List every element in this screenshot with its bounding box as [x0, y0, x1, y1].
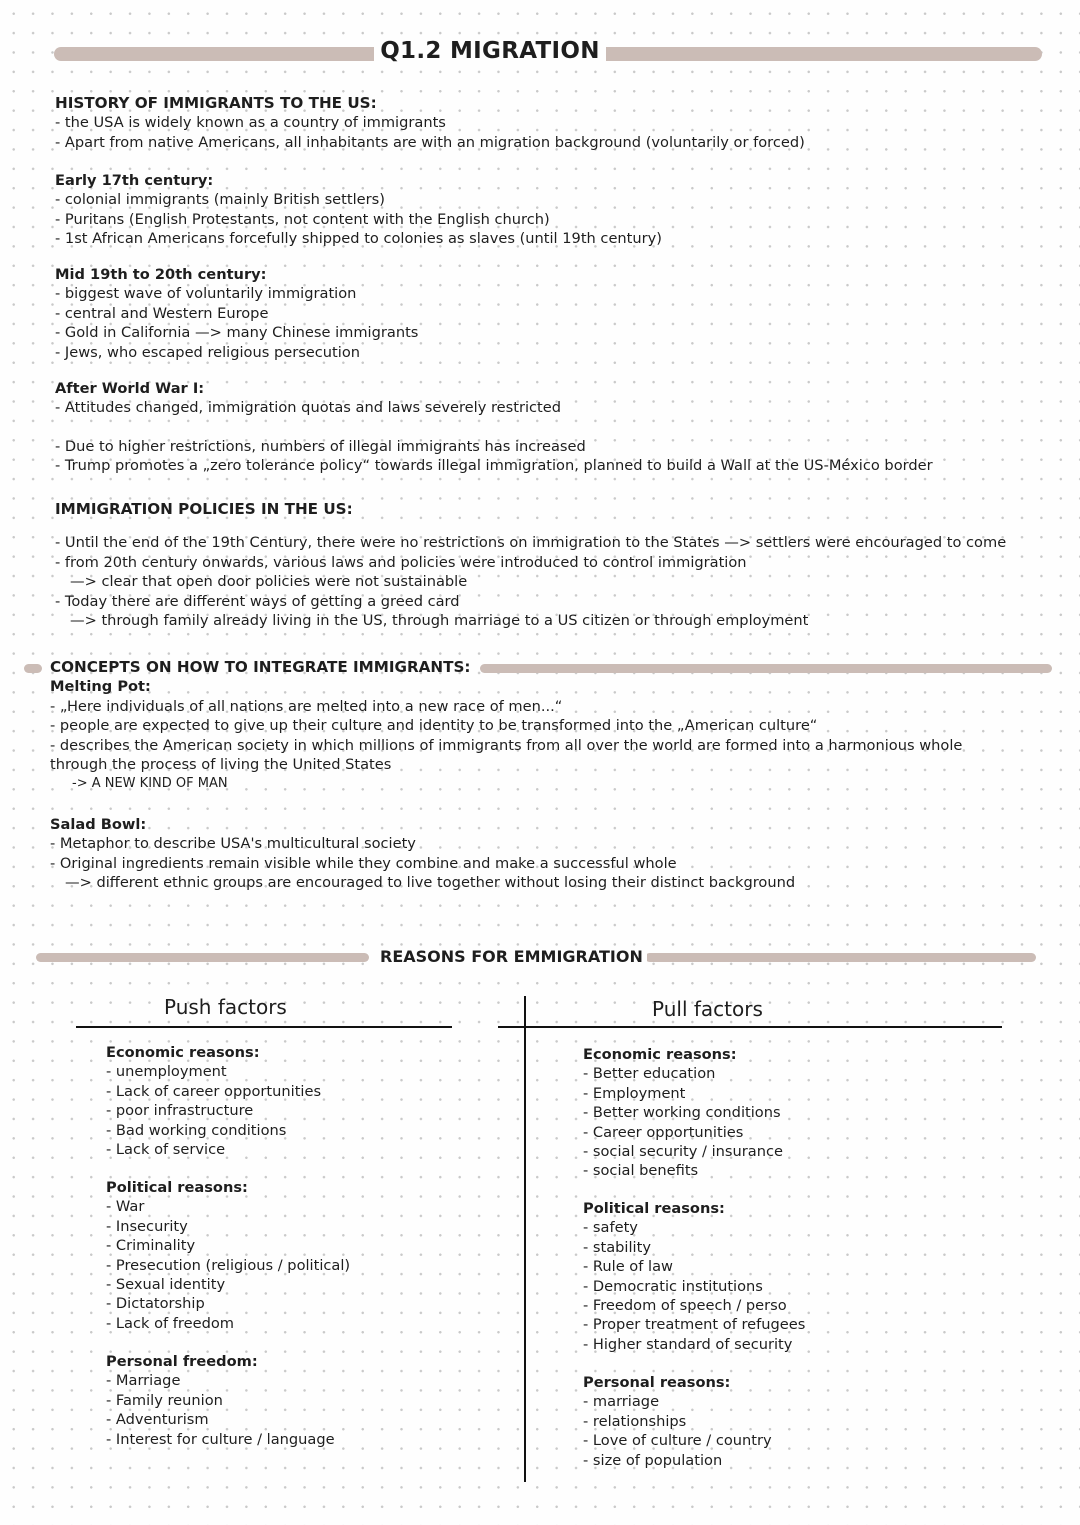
list-item: —> through family already living in the US, through marriage to a US citizen or through employment	[70, 612, 809, 630]
list-item: - central and Western Europe	[55, 304, 269, 322]
pull-political	[583, 1199, 805, 1354]
list-item: - Insecurity	[106, 1217, 188, 1235]
list-item: - Metaphor to describe USA's multicultural society	[50, 835, 416, 853]
list-item: - colonial immigrants (mainly British settlers)	[55, 191, 385, 209]
policies-section	[55, 500, 1006, 630]
reasons-heading: REASONS FOR EMMIGRATION	[376, 947, 647, 966]
concepts-bar-left	[24, 664, 42, 673]
list-item: - Love of culture / country	[583, 1432, 772, 1450]
list-item: - size of population	[583, 1451, 723, 1469]
period-label: After World War I:	[55, 380, 205, 397]
pull-factors-title: Pull factors	[652, 997, 763, 1021]
list-item: - Better working conditions	[583, 1104, 781, 1122]
list-item: - Dictatorship	[106, 1295, 205, 1313]
history-intro-1: - the USA is widely known as a country of immigrants	[55, 114, 446, 132]
list-item: - Attitudes changed, immigration quotas and laws severely restricted	[55, 399, 562, 417]
list-item: - Adventurism	[106, 1411, 209, 1429]
period-after-ww1	[55, 379, 561, 418]
group-label: Personal reasons:	[583, 1374, 731, 1391]
pull-underline	[498, 1026, 1002, 1028]
list-item: - Marriage	[106, 1372, 181, 1390]
list-item: - 1st African Americans forcefully shipped to colonies as slaves (until 19th century)	[55, 230, 662, 248]
history-recent	[55, 437, 933, 476]
list-item: —> clear that open door policies were not sustainable	[70, 573, 468, 591]
list-item: - Today there are different ways of getting a greed card	[55, 592, 460, 610]
group-label: Political reasons:	[106, 1179, 248, 1196]
concepts-section	[50, 658, 962, 794]
list-item: - poor infrastructure	[106, 1102, 254, 1120]
history-intro-2: - Apart from native Americans, all inhabitants are with an migration background (voluntarily or forced)	[55, 133, 805, 151]
group-label: Political reasons:	[583, 1200, 725, 1217]
reasons-bar-right	[645, 953, 1036, 962]
list-item: - Rule of law	[583, 1258, 673, 1276]
list-item: - relationships	[583, 1412, 687, 1430]
list-item: - Presecution (religious / political)	[106, 1256, 351, 1274]
list-item: - safety	[583, 1219, 638, 1237]
list-item: - Higher standard of security	[583, 1335, 793, 1353]
pull-personal	[583, 1373, 772, 1470]
history-heading: HISTORY OF IMMIGRANTS TO THE US:	[55, 94, 377, 112]
melting-pot-label: Melting Pot:	[50, 678, 151, 696]
list-item: - Proper treatment of refugees	[583, 1316, 806, 1334]
list-item: - Original ingredients remain visible while they combine and make a successful whole	[50, 854, 677, 872]
list-item: - Democratic institutions	[583, 1277, 763, 1295]
list-item: - unemployment	[106, 1063, 227, 1081]
list-item: - Better education	[583, 1065, 716, 1083]
list-item: - social security / insurance	[583, 1143, 783, 1161]
push-personal	[106, 1352, 335, 1449]
list-item: —> different ethnic groups are encouraged to live together without losing their distinct background	[65, 874, 796, 892]
list-item: - Interest for culture / language	[106, 1430, 335, 1448]
list-item: - „Here individuals of all nations are melted into a new race of men...“	[50, 697, 563, 715]
period-mid-19th	[55, 265, 418, 362]
list-item: - Employment	[583, 1084, 686, 1102]
list-item: - Lack of career opportunities	[106, 1082, 322, 1100]
list-item: - stability	[583, 1238, 651, 1256]
group-label: Personal freedom:	[106, 1353, 258, 1370]
list-item: - Sexual identity	[106, 1276, 226, 1294]
page-title: Q1.2 MIGRATION	[360, 38, 620, 72]
pull-economic	[583, 1045, 783, 1181]
list-item: - Due to higher restrictions, numbers of illegal immigrants has increased	[55, 438, 586, 455]
policies-heading: IMMIGRATION POLICIES IN THE US:	[55, 500, 353, 518]
list-item: - Gold in California —> many Chinese immigrants	[55, 324, 419, 342]
list-item: - Criminality	[106, 1237, 196, 1255]
period-early-17th	[55, 171, 662, 249]
list-item: - Family reunion	[106, 1391, 223, 1409]
list-item: - War	[106, 1198, 145, 1216]
history-section	[55, 94, 805, 152]
push-factors-title: Push factors	[164, 995, 287, 1019]
list-item: - marriage	[583, 1393, 660, 1411]
salad-bowl-label: Salad Bowl:	[50, 816, 147, 833]
period-label: Mid 19th to 20th century:	[55, 266, 267, 283]
list-item: through the process of living the United States	[50, 756, 392, 774]
period-label: Early 17th century:	[55, 172, 214, 189]
push-political	[106, 1178, 350, 1333]
list-item: - describes the American society in which millions of immigrants from all over the world are formed into a harmonious whole	[50, 736, 963, 754]
list-item: - Trump promotes a „zero tolerance policy“ towards illegal immigration, planned to build a Wall at the US-México border	[55, 457, 933, 475]
list-item: - Until the end of the 19th Century, there were no restrictions on immigration to the States —> settlers were encouraged to come	[55, 534, 1007, 552]
reasons-bar-left	[36, 953, 369, 962]
list-item: - Puritans (English Protestants, not content with the English church)	[55, 210, 550, 228]
list-item: - biggest wave of voluntarily immigration	[55, 285, 357, 303]
list-item: - from 20th century onwards, various laws and policies were introduced to control immigration	[55, 553, 747, 571]
group-label: Economic reasons:	[106, 1044, 260, 1061]
list-item: - people are expected to give up their culture and identity to be transformed into the „American culture“	[50, 717, 818, 735]
group-label: Economic reasons:	[583, 1046, 737, 1063]
list-item: - social benefits	[583, 1162, 699, 1180]
list-item: - Lack of freedom	[106, 1314, 234, 1332]
push-economic	[106, 1043, 321, 1159]
salad-bowl-section	[50, 815, 795, 893]
list-item: - Career opportunities	[583, 1123, 744, 1141]
push-underline	[76, 1026, 452, 1028]
list-item: - Jews, who escaped religious persecution	[55, 343, 361, 361]
list-item: - Lack of service	[106, 1141, 226, 1159]
list-item: - Freedom of speech / perso	[583, 1297, 787, 1315]
melting-pot-note: -> A NEW KIND OF MAN	[72, 776, 228, 792]
t-chart-divider	[524, 996, 526, 1482]
list-item: - Bad working conditions	[106, 1121, 287, 1139]
concepts-heading: CONCEPTS ON HOW TO INTEGRATE IMMIGRANTS:	[50, 658, 471, 676]
